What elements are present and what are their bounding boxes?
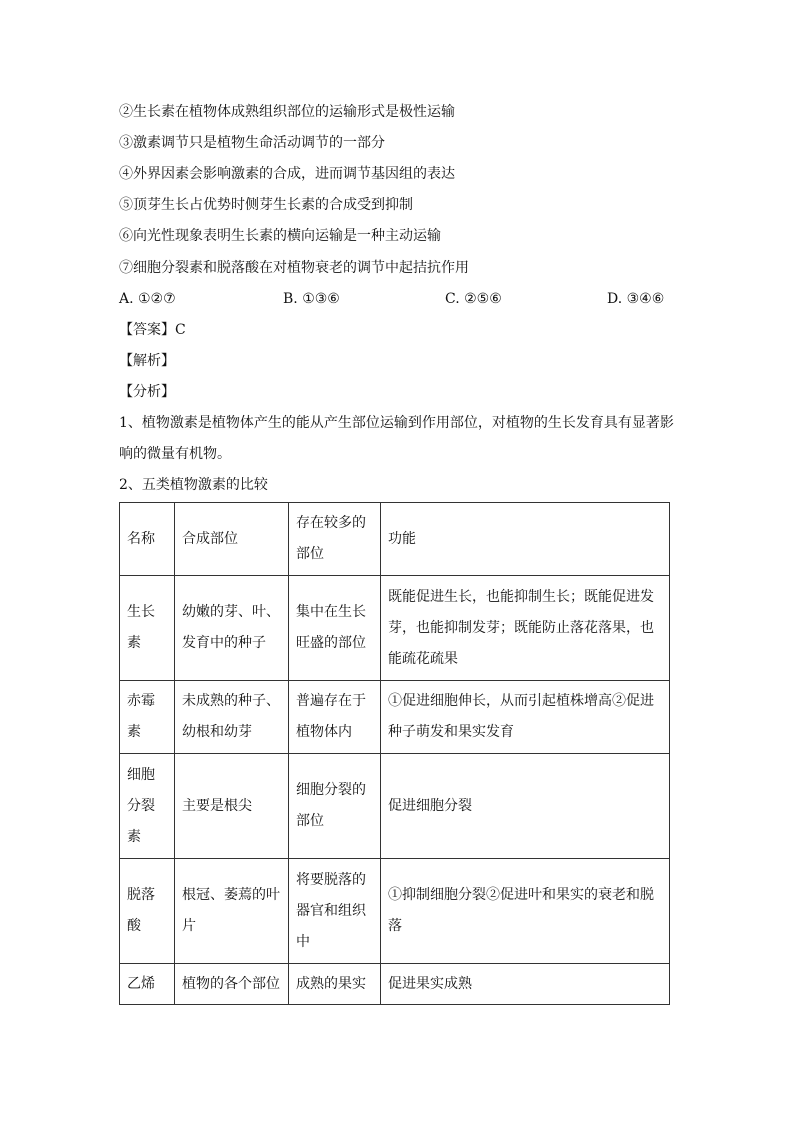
cell-function: ①促进细胞伸长，从而引起植株增高②促进种子萌发和果实发育 [381, 681, 670, 754]
cell-abundant-site: 将要脱落的器官和组织中 [289, 859, 381, 964]
cell-function: 既能促进生长，也能抑制生长；既能促进发芽，也能抑制发芽；既能防止落花落果，也能疏花疏果 [381, 576, 670, 681]
answer-label: 【答案】C [119, 322, 186, 338]
table-row [120, 576, 670, 681]
cell-function: ①抑制细胞分裂②促进叶和果实的衰老和脱落 [381, 859, 670, 964]
cell-abundant-site: 集中在生长旺盛的部位 [289, 576, 381, 681]
header-function: 功能 [381, 503, 670, 576]
cell-name: 乙烯 [120, 964, 175, 1005]
table-row [120, 859, 670, 964]
cell-synthesis-site: 根冠、萎蔫的叶片 [175, 859, 289, 964]
table-row [120, 964, 670, 1005]
cell-synthesis-site: 植物的各个部位 [175, 964, 289, 1005]
statement-7: ⑦细胞分裂素和脱落酸在对植物衰老的调节中起拮抗作用 [119, 260, 469, 276]
statement-3: ③激素调节只是植物生命活动调节的一部分 [119, 135, 385, 151]
analysis-point-1: 1、植物激素是植物体产生的能从产生部位运输到作用部位，对植物的生长发育具有显著影响的微量有机物。 [119, 415, 674, 462]
table-row [120, 754, 670, 859]
cell-synthesis-site: 未成熟的种子、幼根和幼芽 [175, 681, 289, 754]
option-c: C. ②⑤⑥ [445, 291, 502, 307]
option-d: D. ③④⑥ [607, 291, 665, 307]
option-b: B. ①③⑥ [283, 291, 340, 307]
analysis-point-2: 2、五类植物激素的比较 [119, 477, 268, 493]
statement-2: ②生长素在植物体成熟组织部位的运输形式是极性运输 [119, 104, 455, 120]
statement-5: ⑤顶芽生长占优势时侧芽生长素的合成受到抑制 [119, 197, 413, 213]
analysis-label: 【分析】 [119, 384, 175, 400]
table-row [120, 681, 670, 754]
cell-abundant-site: 细胞分裂的部位 [289, 754, 381, 859]
option-a: A. ①②⑦ [119, 291, 176, 307]
header-abundant-site: 存在较多的部位 [289, 503, 381, 576]
header-synthesis-site: 合成部位 [175, 503, 289, 576]
cell-name: 脱落酸 [120, 859, 175, 964]
header-name: 名称 [120, 503, 175, 576]
cell-synthesis-site: 幼嫩的芽、叶、发育中的种子 [175, 576, 289, 681]
cell-function: 促进果实成熟 [381, 964, 670, 1005]
cell-name: 细胞分裂素 [120, 754, 175, 859]
cell-function: 促进细胞分裂 [381, 754, 670, 859]
hormone-comparison-table [119, 502, 670, 1005]
cell-abundant-site: 成熟的果实 [289, 964, 381, 1005]
cell-abundant-site: 普遍存在于植物体内 [289, 681, 381, 754]
cell-name: 生长素 [120, 576, 175, 681]
statement-6: ⑥向光性现象表明生长素的横向运输是一种主动运输 [119, 228, 441, 244]
cell-name: 赤霉素 [120, 681, 175, 754]
table-header-row [120, 503, 670, 576]
statement-4: ④外界因素会影响激素的合成，进而调节基因组的表达 [119, 166, 455, 182]
cell-synthesis-site: 主要是根尖 [175, 754, 289, 859]
explanation-label: 【解析】 [119, 353, 175, 369]
